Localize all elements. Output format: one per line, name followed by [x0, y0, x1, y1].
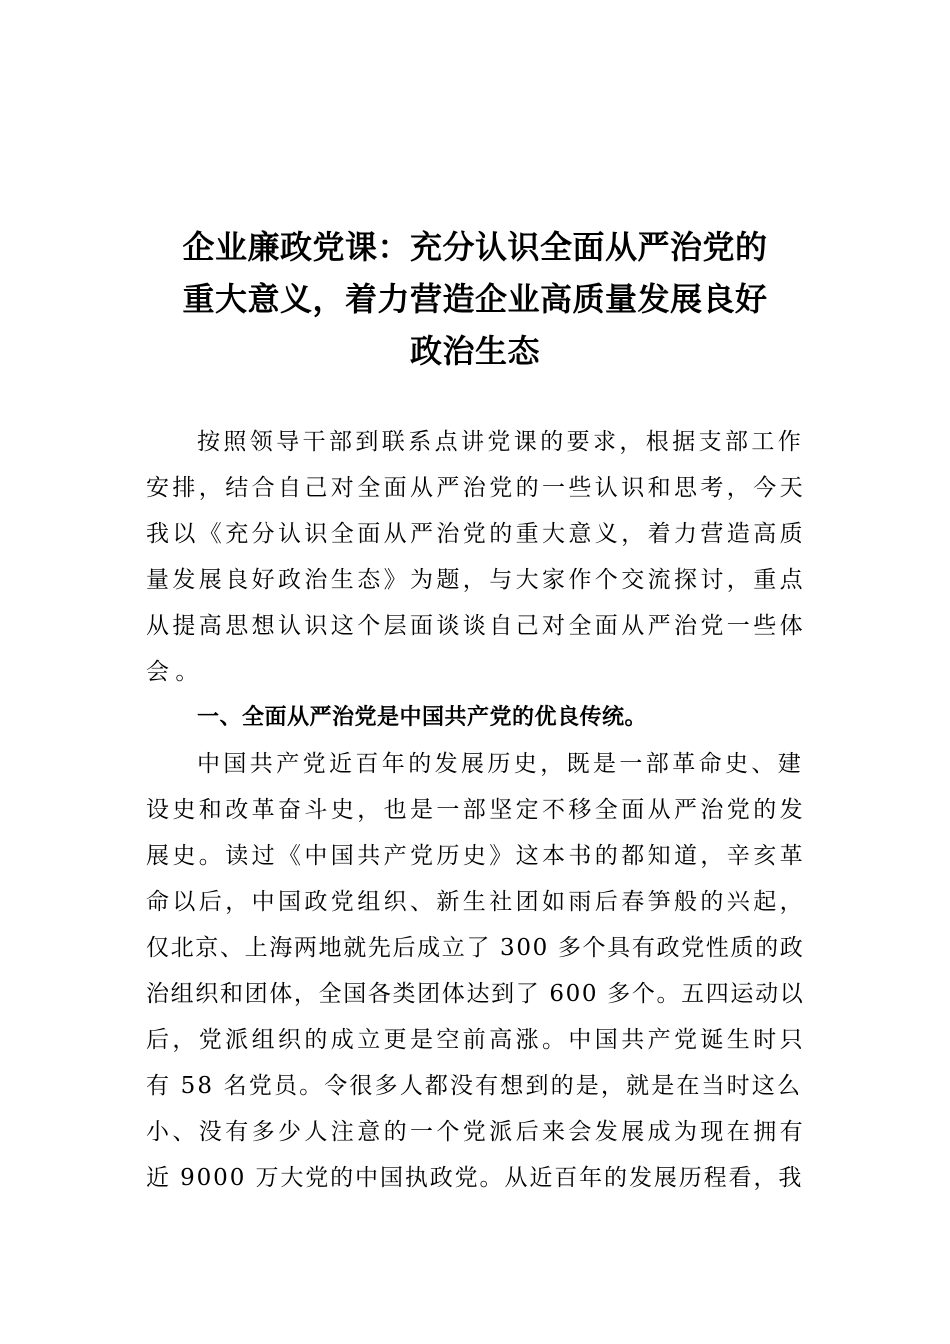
title-line-2: 重大意义，着力营造企业高质量发展良好: [182, 280, 768, 318]
intro-line: 安排，结合自己对全面从严治党的一些认识和思考，今天: [146, 475, 806, 501]
section-1-line: 设史和改革奋斗史，也是一部坚定不移全面从严治党的发: [146, 797, 806, 823]
intro-paragraph: [146, 419, 806, 695]
section-1-line: 小、没有多少人注意的一个党派后来会发展成为现在拥有: [146, 1119, 806, 1145]
section-1-line: 有 58 名党员。令很多人都没有想到的是，就是在当时这么: [146, 1073, 803, 1099]
title-line-1: 企业廉政党课：充分认识全面从严治党的: [182, 228, 768, 266]
section-1-heading: 一、全面从严治党是中国共产党的优良传统。: [197, 705, 648, 730]
section-1-line: 仅北京、上海两地就先后成立了 300 多个具有政党性质的政: [146, 935, 805, 961]
section-1-line: 中国共产党近百年的发展历史，既是一部革命史、建: [197, 751, 805, 777]
intro-line: 会。: [146, 659, 205, 685]
section-1-line: 近 9000 万大党的中国执政党。从近百年的发展历程看，我: [146, 1165, 804, 1191]
section-1-line: 治组织和团体，全国各类团体达到了 600 多个。五四运动以: [146, 981, 805, 1007]
intro-line: 从提高思想认识这个层面谈谈自己对全面从严治党一些体: [146, 613, 806, 639]
section-1-line: 展史。读过《中国共产党历史》这本书的都知道，辛亥革: [146, 843, 806, 869]
intro-line: 我以《充分认识全面从严治党的重大意义，着力营造高质: [146, 521, 806, 547]
document-body: [146, 419, 806, 1201]
intro-line: 按照领导干部到联系点讲党课的要求，根据支部工作: [197, 429, 805, 455]
intro-line: 量发展良好政治生态》为题，与大家作个交流探讨，重点: [146, 567, 806, 593]
document-title: [120, 221, 830, 377]
title-line-3: 政治生态: [409, 332, 540, 370]
section-1-line: 命以后，中国政党组织、新生社团如雨后春笋般的兴起，: [146, 889, 806, 915]
section-1-paragraph: [146, 741, 806, 1201]
section-1-line: 后，党派组织的成立更是空前高涨。中国共产党诞生时只: [146, 1027, 806, 1053]
